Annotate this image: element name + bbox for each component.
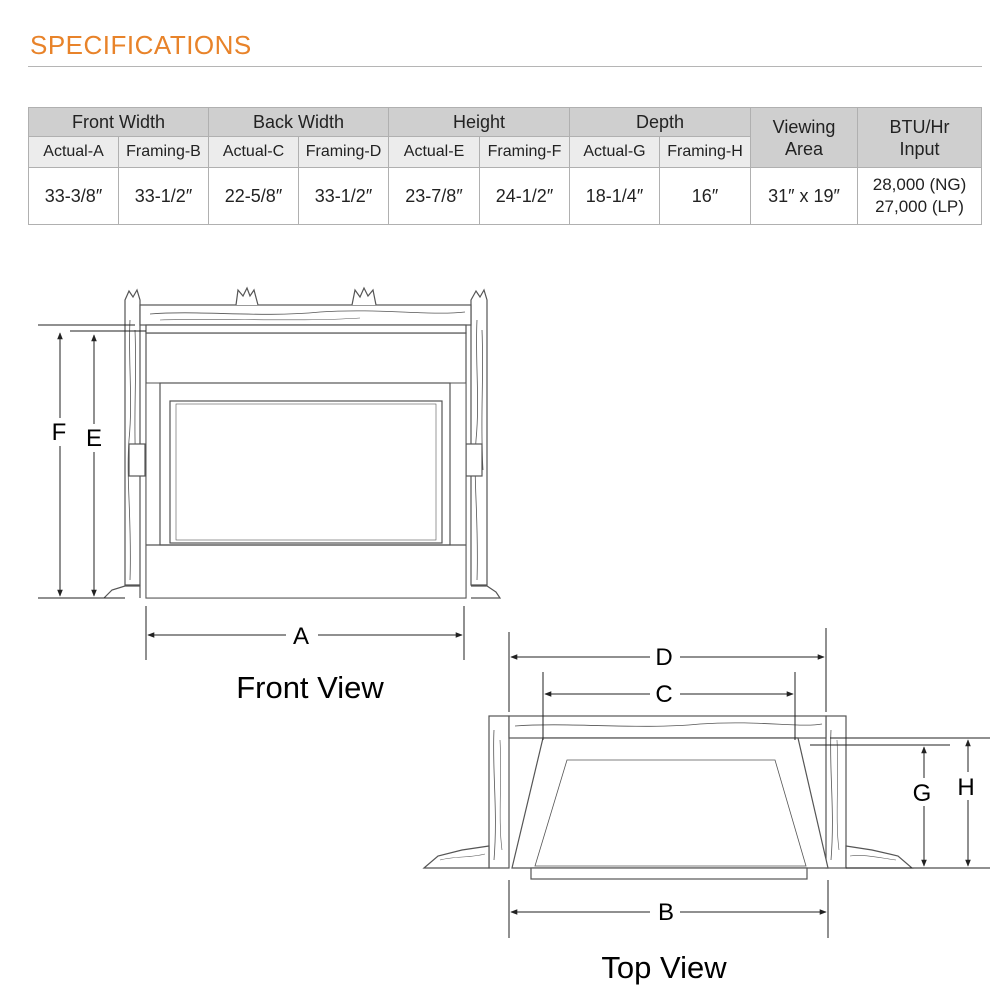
right-stud bbox=[466, 290, 500, 598]
header-depth: Depth bbox=[570, 108, 751, 137]
subheader-framing-f: Framing-F bbox=[480, 137, 570, 168]
top-left-stud bbox=[424, 716, 509, 868]
header-height: Height bbox=[389, 108, 570, 137]
label-d: D bbox=[655, 644, 673, 671]
label-e: E bbox=[85, 425, 103, 452]
cell-btu-lp: 27,000 (LP) bbox=[875, 197, 964, 216]
left-stud bbox=[104, 290, 145, 598]
cell-framing-d: 33-1/2″ bbox=[299, 168, 389, 225]
subheader-framing-b: Framing-B bbox=[119, 137, 209, 168]
top-firebox bbox=[512, 738, 828, 868]
label-b: B bbox=[657, 899, 675, 926]
cell-actual-c: 22-5/8″ bbox=[209, 168, 299, 225]
subheader-actual-g: Actual-G bbox=[570, 137, 660, 168]
top-back-board bbox=[509, 716, 826, 738]
top-view-caption: Top View bbox=[601, 950, 727, 985]
cell-actual-a: 33-3/8″ bbox=[29, 168, 119, 225]
label-a: A bbox=[292, 623, 310, 650]
page-title: SPECIFICATIONS bbox=[30, 30, 252, 60]
cell-actual-g: 18-1/4″ bbox=[570, 168, 660, 225]
header-btu-line1: BTU/Hr bbox=[889, 116, 950, 137]
header-front-width: Front Width bbox=[29, 108, 209, 137]
cell-btu-ng: 28,000 (NG) bbox=[872, 175, 967, 194]
subheader-actual-c: Actual-C bbox=[209, 137, 299, 168]
subheader-framing-h: Framing-H bbox=[660, 137, 751, 168]
cell-framing-b: 33-1/2″ bbox=[119, 168, 209, 225]
label-c: C bbox=[655, 681, 673, 708]
label-h: H bbox=[957, 774, 975, 801]
header-board bbox=[140, 288, 471, 325]
subheader-actual-e: Actual-E bbox=[389, 137, 480, 168]
subheader-actual-a: Actual-A bbox=[29, 137, 119, 168]
cell-viewing-area: 31″ x 19″ bbox=[751, 168, 858, 225]
glass-viewing-area bbox=[170, 401, 442, 543]
header-viewing-area-line1: Viewing bbox=[772, 116, 836, 137]
front-view-caption: Front View bbox=[236, 670, 384, 705]
subheader-framing-d: Framing-D bbox=[299, 137, 389, 168]
label-g: G bbox=[912, 780, 932, 807]
front-view-drawing bbox=[104, 288, 500, 598]
cell-actual-e: 23-7/8″ bbox=[389, 168, 480, 225]
header-back-width: Back Width bbox=[209, 108, 389, 137]
top-front-lip bbox=[531, 868, 807, 879]
header-viewing-area-line2: Area bbox=[785, 138, 824, 159]
label-f: F bbox=[51, 419, 67, 446]
cell-framing-f: 24-1/2″ bbox=[480, 168, 570, 225]
top-view-drawing bbox=[424, 716, 912, 879]
cell-framing-h: 16″ bbox=[660, 168, 751, 225]
header-btu-line2: Input bbox=[899, 138, 940, 159]
top-right-stud bbox=[826, 716, 912, 868]
